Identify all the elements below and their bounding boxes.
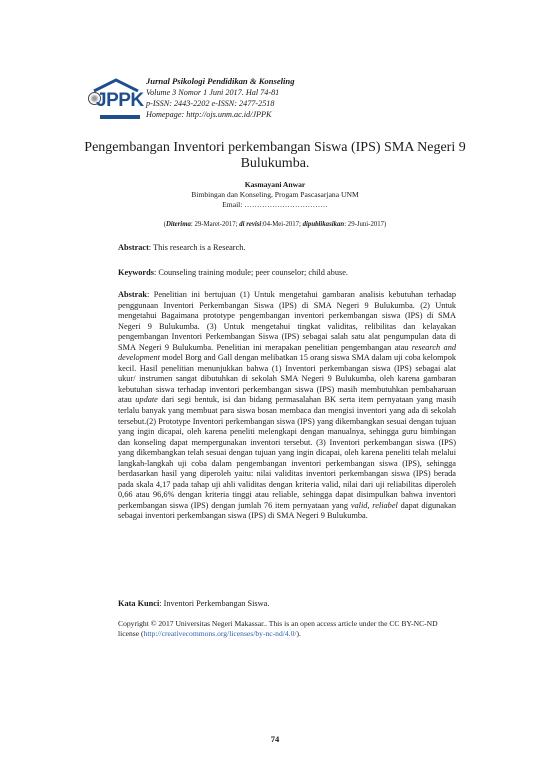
article-title: Pengembangan Inventori perkembangan Siswa (IPS) SMA Negeri 9 Bulukumba. — [84, 140, 466, 171]
jppk-logo — [88, 78, 144, 130]
keywords-english — [118, 268, 348, 277]
copyright-end: ). — [296, 629, 301, 638]
license-link[interactable]: http://creativecommons.org/licenses/by-nc-nd/4.0/ — [143, 629, 297, 638]
journal-issn: p-ISSN: 2443-2202 e-ISSN: 2477-2518 — [146, 99, 275, 108]
abstract-indonesian — [118, 290, 456, 522]
journal-header — [88, 76, 448, 134]
abstrak-text-part: : Penelitian ini bertujuan (1) Untuk mengetahui gambaran analisis kebutuhan terhadap penggunaan Inventori Perkembangan Siswa (IPS) di SMA Negeri 9 Bulukumba. (2) Untuk mengetahui Bagaimana prototype pengembangan inventori perkembangan siswa (IPS) di SMA Negeri 9 Bulukumba. (3) Untuk mengetahui tingkat validitas, relibilitas dan kelayakan pengembangan Inventori Perkembangan Siswa (IPS) sebagai salah satu alat pengumpulan data di SMA Negeri 9 Bulukumba. Penelitian ini merapakan penelitian pengembangan atau — [118, 290, 456, 352]
abstract-label: Abstract — [118, 243, 149, 252]
published-date: : 29-Juni-2017) — [344, 221, 387, 228]
copyright-notice — [118, 619, 458, 639]
kata-kunci-label: Kata Kunci — [118, 599, 160, 608]
kata-kunci-text: : Inventori Perkembangan Siswa. — [159, 599, 270, 608]
abstract-text: : This research is a Research. — [148, 243, 246, 252]
author-email: Email: …………………………… — [222, 200, 328, 209]
journal-volume: Volume 3 Nomor 1 Juni 2017. Hal 74-81 — [146, 88, 280, 97]
copyright-text: Copyright © 2017 Universitas Negeri Makassar.. This is an open access article under the CC BY-NC-ND license ( — [118, 619, 438, 638]
logo-strip — [100, 115, 140, 119]
keywords-text: : Counseling training module; peer counselor; child abuse. — [153, 268, 348, 277]
received-date: : 29-Maret-2017; — [190, 221, 240, 228]
journal-info — [146, 76, 295, 120]
abstrak-text-part: model Borg and Gall dengan melibatkan 15 orang siswa SMA dalam uji coba kelompok kecil. Hasil penelitian menunjukkan bahwa (1) Inventori perkembangan siswa (IPS) sebagai alat ukur/ instrumen sangat dibutuhkan di sekolah SMA Negeri 9 Bulukumba, oleh karena gambaran kebutuhan siswa terhadap inventori perkembangan siswa (IPS) masih membutuhkan pembaharuan atau — [118, 353, 456, 405]
journal-homepage[interactable]: Homepage: http://ojs.unm.ac.id/JPPK — [146, 110, 272, 119]
abstrak-italic-term: valid, reliabel — [350, 500, 398, 510]
logo-text: JPPK — [96, 90, 144, 111]
received-label: Diterima — [165, 221, 191, 228]
author-block — [60, 180, 490, 210]
abstrak-italic-term: update — [135, 395, 158, 405]
revised-date: :04-Mei-2017; — [261, 221, 303, 228]
published-label: dipublikasikan — [302, 221, 345, 228]
abstrak-italic-term: research and development — [118, 342, 456, 363]
author-name: Kasmayani Anwar — [244, 180, 306, 189]
abstract-english — [118, 243, 245, 252]
abstrak-label: Abstrak — [118, 290, 148, 299]
journal-name: Jurnal Psikologi Pendidikan & Konseling — [146, 76, 295, 86]
revised-label: di revisi — [239, 221, 262, 228]
author-affiliation: Bimbingan dan Konseling, Progam Pascasarjana UNM — [191, 190, 359, 199]
article-dates: (Diterima: 29-Maret-2017; di revisi:04-Mei-2017; dipublikasikan: 29-Juni-2017) — [163, 221, 387, 228]
page-number: 74 — [270, 734, 280, 744]
kata-kunci — [118, 599, 269, 608]
abstrak-text-part: dapat digunakan sebagai inventori perkembangan siswa (IPS) di SMA Negeri 9 Bulukumba. — [118, 500, 456, 521]
abstrak-text-part: dari segi bentuk, isi dan bidang permasalahan BK serta item pernyataan yang masih terlalu banyak yang membuat para siswa bosan membaca dan mengisi inventori yang ada di sekolah tersebut.(2) Prototype Inventori perkembangan siswa (IPS) yang dikembangkan sesuai dengan tujuan yang ingin dicapai, oleh karena peneliti melengkapi dengan manualnya, sehingga guru bimbingan dan konseling dapat mempergunakan inventori tersebut. (3) Inventori perkembangan siswa (IPS) yang dikembangkan telah sesuai dengan tujuan yang ingin dicapai, oleh karena peneliti telah melalui langkah-langkah uji coba dalam pengembangan inventori perkembangan siswa (IPS), sehingga berdasarkan hasil yang diperoleh yaitu: nilai validitas inventori perkembangan siswa (IPS) berada pada skala 4,17 pada tahap uji ahli validitas dengan kriteria valid, nilai dari uji reliabilitas diperoleh 0,66 atau 96,6% dengan kriteria tinggi atau reliable, sehingga dapat disimpulkan bahwa inventori perkembangan siswa (IPS) dengan jumlah 76 item pernyataan yang — [118, 395, 456, 510]
keywords-label: Keywords — [118, 268, 154, 277]
